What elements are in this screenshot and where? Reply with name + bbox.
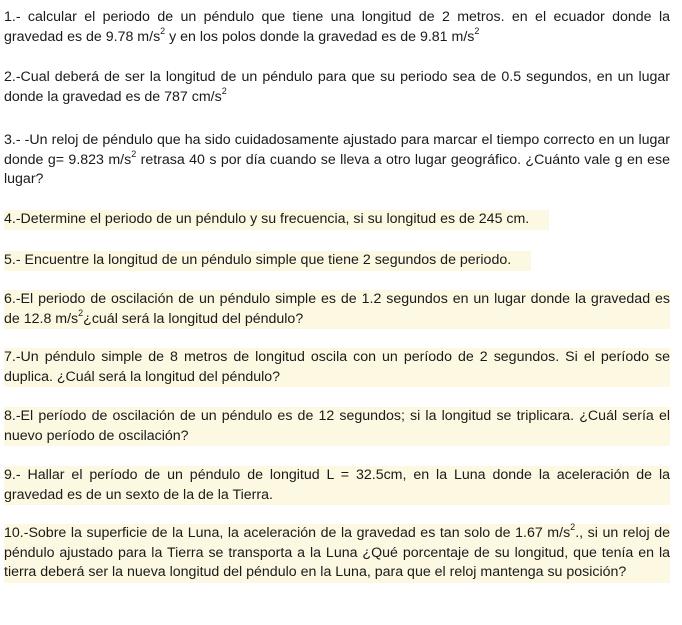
problem-8: 8.-El período de oscilación de un péndulo es de 12 segundos; si la longitud se triplicara. ¿Cuál sería el nuevo período de oscilación? [4, 407, 670, 446]
problem-2: 2.-Cual deberá de ser la longitud de un péndulo para que su periodo sea de 0.5 segundos, en un lugar donde la gravedad es de 787 $cm/s^2$ [4, 69, 670, 105]
problem-10: 10.-Sobre la superficie de la Luna, la aceleración de la gravedad es tan solo de 1.67 $m/s^2$., si un reloj de péndulo ajustado para la Tierra se transporta a la Luna ¿Qué porcentaje de su longitud, que tenía en la tierra deberá ser la nueva longitud del péndulo en la Luna, para que el reloj mantenga su posición? [4, 524, 670, 583]
problem-3: 3.- -Un reloj de péndulo que ha sido cuidadosamente ajustado para marcar el tiempo correcto en un lugar donde g= 9.823 $m/s^2$ retrasa 40 s por día cuando se lleva a otro lugar geográfico. ¿Cuánto vale g en ese lugar? [4, 132, 671, 187]
problem-5: 5.- Encuentre la longitud de un péndulo simple que tiene 2 segundos de periodo. [4, 251, 531, 271]
problem-4: 4.-Determine el periodo de un péndulo y su frecuencia, si su longitud es de 245 cm. [4, 210, 549, 230]
problem-6: 6.-El periodo de oscilación de un péndulo simple es de 1.2 segundos en un lugar donde la gravedad es de 12.8 $m/s^2¿cuál$ será la longitud del péndulo? [4, 290, 670, 329]
problem-9: 9.- Hallar el período de un péndulo de longitud L = 32.5cm, en la Luna donde la aceleración de la gravedad es de un sexto de la de la Tierra. [4, 466, 670, 505]
problem-1: 1.- calcular el periodo de un péndulo que tiene una longitud de 2 metros. en el ecuador donde la gravedad es de 9.78 $m/s^2$ y en los polos donde la gravedad es de 9.81 $m/s^2$ [4, 9, 670, 45]
problem-7: 7.-Un péndulo simple de 8 metros de longitud oscila con un período de 2 segundos. Si el período se duplica. ¿Cuál será la longitud del péndulo? [4, 348, 670, 387]
